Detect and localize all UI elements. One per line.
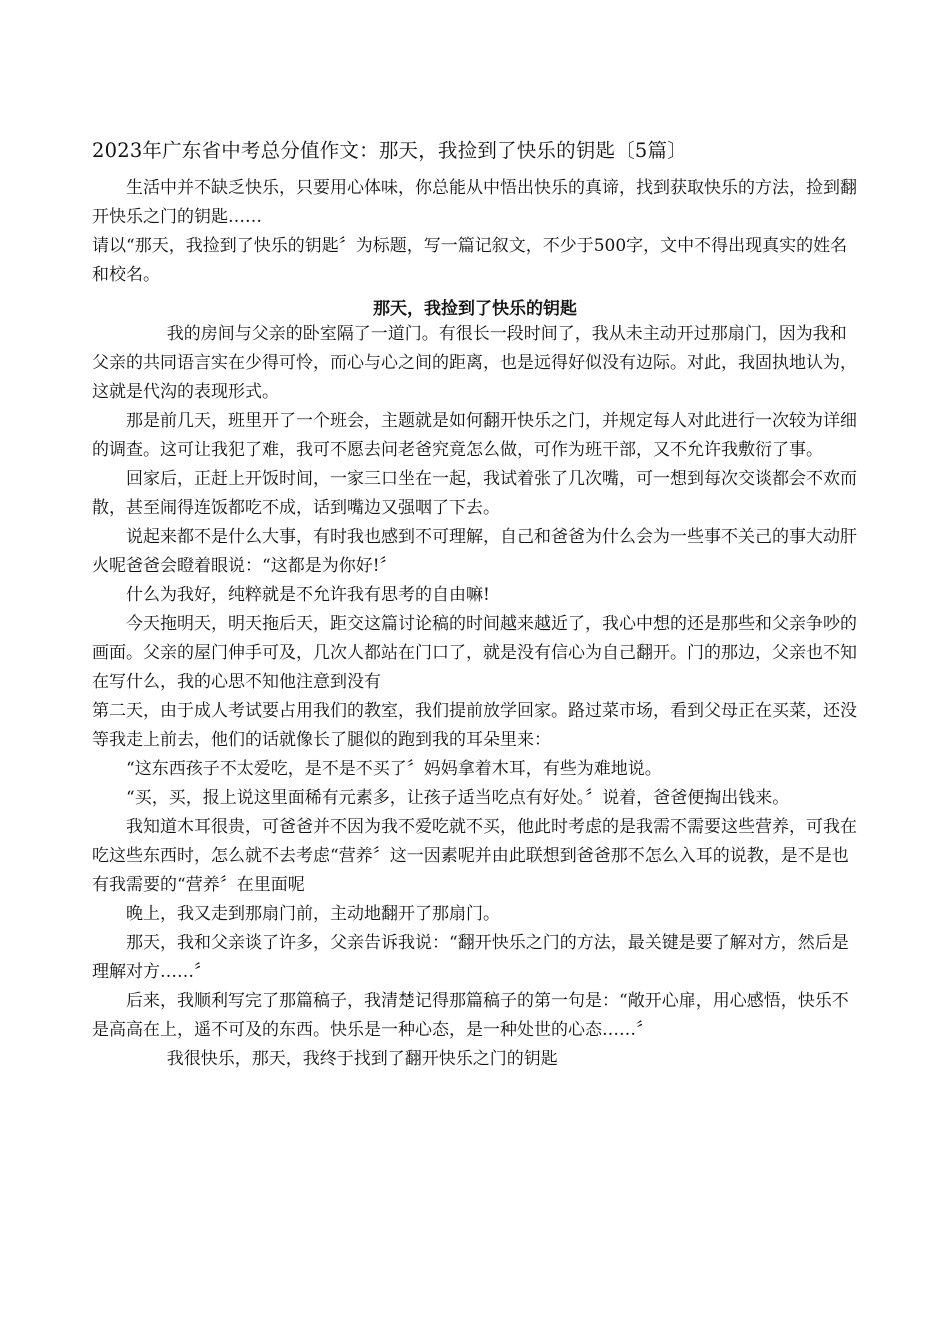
- essay-paragraph: 什么为我好，纯粹就是不允许我有思考的自由嘛!: [126, 585, 490, 605]
- prompt-instruction: 请以“那天，我捡到了快乐的钥匙〞为标题，写一篇记叙文，不少于500字，文中不得出现真实的姓名和校名。: [92, 236, 848, 285]
- essay-paragraph: 第二天，由于成人考试要占用我们的教室，我们提前放学回家。路过菜市场，看到父母正在买菜，还没等我走上前去，他们的话就像长了腿似的跑到我的耳朵里来：: [92, 701, 857, 750]
- essay-paragraph: “买，买，报上说这里面稀有元素多，让孩子适当吃点有好处。〞说着，爸爸便掏出钱来。: [126, 788, 790, 808]
- essay-paragraph: 晚上，我又走到那扇门前，主动地翻开了那扇门。: [126, 904, 500, 924]
- document-title: 2023年广东省中考总分值作文：那天，我捡到了快乐的钥匙〔5篇〕: [92, 139, 687, 162]
- essay-paragraph: 那是前几天，班里开了一个班会，主题就是如何翻开快乐之门，并规定每人对此进行一次较为详细的调查。这可让我犯了难，我可不愿去问老爸究竟怎么做，可作为班干部，又不允许我敷衍了事。: [92, 411, 857, 460]
- essay-closing: 我很快乐，那天，我终于找到了翻开快乐之门的钥匙: [166, 1049, 558, 1069]
- prompt-paragraph: 生活中并不缺乏快乐，只要用心体味，你总能从中悟出快乐的真谛，找到获取快乐的方法，捡到翻开快乐之门的钥匙……: [92, 178, 857, 227]
- essay-paragraph: “这东西孩子不太爱吃，是不是不买了〞妈妈拿着木耳，有些为难地说。: [126, 759, 662, 779]
- prompt-section: [92, 174, 858, 290]
- essay-title: 那天，我捡到了快乐的钥匙: [373, 299, 577, 319]
- essay-paragraph: 我的房间与父亲的卧室隔了一道门。有很长一段时间了，我从未主动开过那扇门，因为我和父亲的共同语言实在少得可怜，而心与心之间的距离，也是远得好似没有边际。对此，我固执地认为，这就是代沟的表现形式。: [92, 324, 857, 402]
- essay-paragraph: 后来，我顺利写完了那篇稿子，我清楚记得那篇稿子的第一句是：“敞开心扉，用心感悟，快乐不是高高在上，遥不可及的东西。快乐是一种心态，是一种处世的心态……〞: [92, 991, 849, 1040]
- essay-paragraph: 今天拖明天，明天拖后天，距交这篇讨论稿的时间越来越近了，我心中想的还是那些和父亲争吵的画面。父亲的屋门伸手可及，几次人都站在门口了，就是没有信心为自己翻开。门的那边，父亲也不知在写什么，我的心思不知他注意到没有: [92, 614, 857, 692]
- essay-paragraph: 我知道木耳很贵，可爸爸并不因为我不爱吃就不买，他此时考虑的是我需不需要这些营养，可我在吃这些东西时，怎么就不去考虑“营养〞这一因素呢并由此联想到爸爸那不怎么入耳的说教，是不是也有我需要的“营养〞在里面呢: [92, 817, 857, 895]
- essay-paragraph: 回家后，正赶上开饭时间，一家三口坐在一起，我试着张了几次嘴，可一想到每次交谈都会不欢而散，甚至闹得连饭都吃不成，话到嘴边又强咽了下去。: [92, 469, 857, 518]
- essay-body: [92, 320, 858, 1074]
- essay-paragraph: 说起来都不是什么大事，有时我也感到不可理解，自己和爸爸为什么会为一些事不关己的事大动肝火呢爸爸会瞪着眼说：“这都是为你好!〞: [92, 527, 857, 576]
- essay-paragraph: 那天，我和父亲谈了许多，父亲告诉我说：“翻开快乐之门的方法，最关键是要了解对方，然后是理解对方……〞: [92, 933, 849, 982]
